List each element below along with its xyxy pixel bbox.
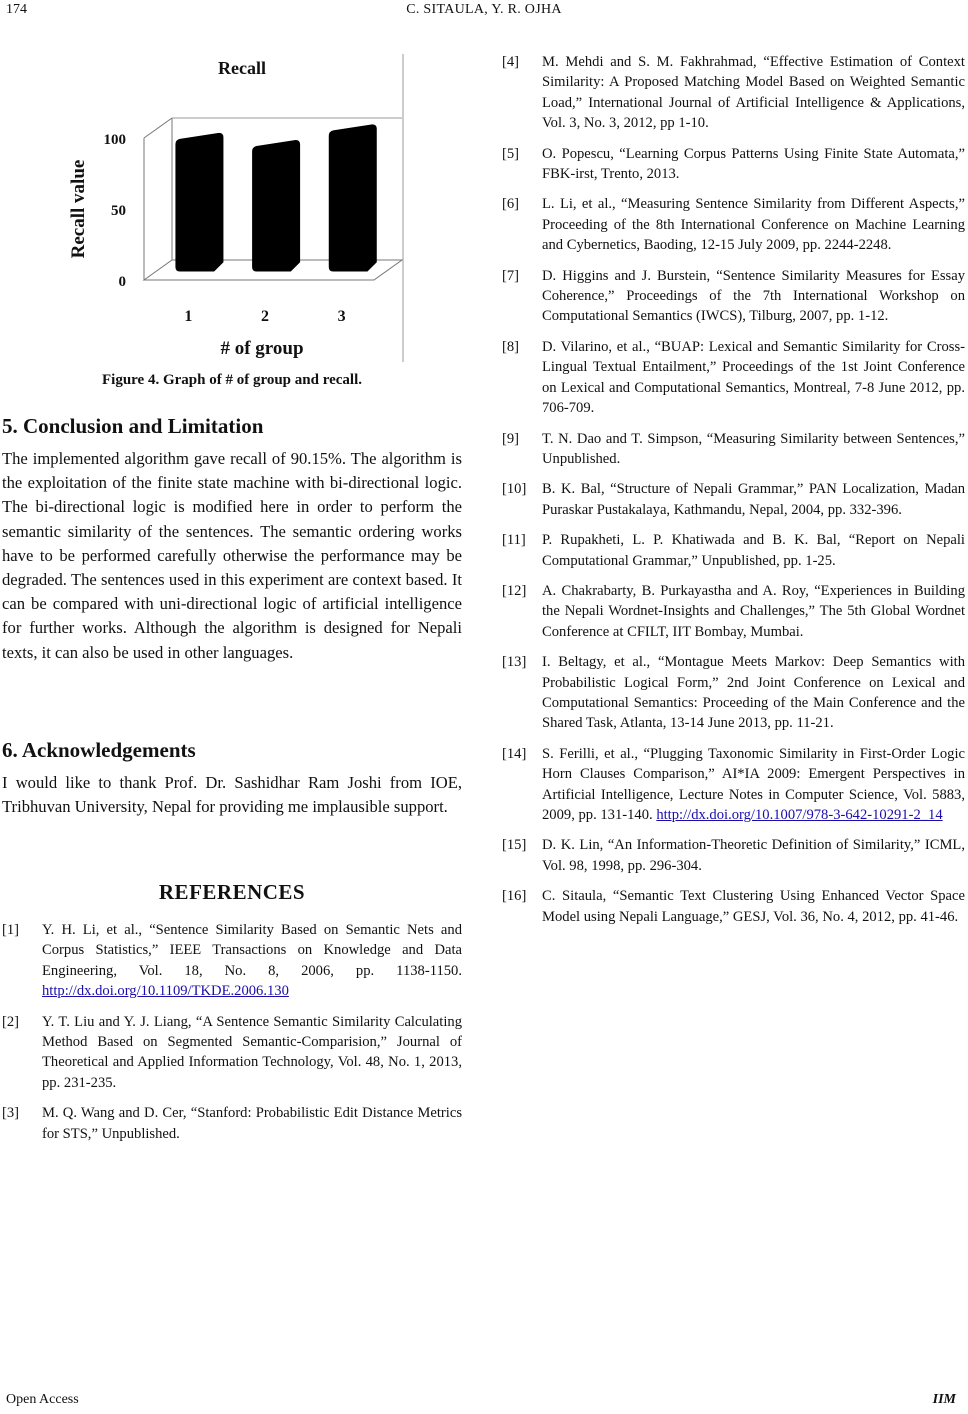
reference-text	[542, 144, 965, 185]
reference-text	[542, 744, 965, 826]
reference-number: [3]	[2, 1105, 20, 1122]
reference-citation: O. Popescu, “Learning Corpus Patterns Using Finite State Automata,” FBK-irst, Trento, 2013.	[542, 145, 965, 183]
reference-text	[542, 652, 965, 734]
reference-citation: D. K. Lin, “An Information-Theoretic Definition of Similarity,” ICML, Vol. 98, 1998, pp. 296-304.	[542, 837, 965, 874]
reference-item	[502, 194, 965, 255]
reference-number: [14]	[502, 745, 527, 762]
reference-item	[502, 886, 965, 927]
reference-text	[42, 1012, 462, 1094]
reference-number: [13]	[502, 654, 527, 671]
footer-journal: IIM	[932, 1392, 956, 1407]
reference-citation: Y. T. Liu and Y. J. Liang, “A Sentence Semantic Similarity Calculating Method Based on Segmented Semantic-Comparision,” Journal of Theoretical and Applied Information Technology, Vol. 48, No. 1, 2013, pp. 231-235.	[42, 1013, 462, 1091]
reference-text	[542, 479, 965, 520]
section-heading: 6. Acknowledgements	[2, 738, 196, 762]
reference-citation: A. Chakrabarty, B. Purkayastha and A. Roy, “Experiences in Building the Nepali Wordnet-Insights and Challenges,” The 5th Global Wordnet Conference at CFILT, IIT Bombay, Mumbai.	[542, 582, 965, 640]
section-conclusion	[2, 414, 462, 665]
bar-1	[176, 133, 223, 271]
reference-number: [15]	[502, 837, 527, 854]
reference-text	[542, 835, 965, 876]
section-body: I would like to thank Prof. Dr. Sashidhar Ram Joshi from IOE, Tribhuvan University, Nepal for providing me implausible support.	[2, 773, 462, 817]
section-body: The implemented algorithm gave recall of 90.15%. The algorithm is the exploitation of the finite state machine with bi-directional logic. The bi-directional logic is modified here in order to perform the semantic similarity of the sentences. The semantic ordering works have to be performed carefully otherwise the performance may be degraded. The sentences used in this experiment are context based. It can be compared with uni-directional logic of artificial intelligence for further works. Although the algorithm is designed for Nepali texts, it can also be used in other languages.	[2, 449, 462, 662]
reference-citation: I. Beltagy, et al., “Montague Meets Markov: Deep Semantics with Probabilistic Logical Form,” 2nd Joint Conference on Lexical and Computational Semantics: Proceeding of the Main Conference and the Shared Task, Atlanta, 13-14 June 2013, pp. 11-21.	[542, 654, 965, 732]
doi-link[interactable]: http://dx.doi.org/10.1109/TKDE.2006.130	[42, 983, 289, 1000]
running-header: C. SITAULA, Y. R. OJHA	[406, 2, 562, 17]
reference-citation: M. Q. Wang and D. Cer, “Stanford: Probabilistic Edit Distance Metrics for STS,” Unpublished.	[42, 1105, 462, 1142]
reference-number: [4]	[502, 54, 520, 70]
reference-item	[502, 744, 965, 826]
reference-item	[2, 920, 462, 1002]
reference-citation: L. Li, et al., “Measuring Sentence Similarity from Different Aspects,” Proceeding of the 8th International Conference on Machine Learning and Cybernetics, Baoding, 12-15 July 2009, pp. 2244-2248.	[542, 196, 965, 254]
y-tick-label: 0	[118, 274, 126, 290]
section-heading: 5. Conclusion and Limitation	[2, 414, 264, 438]
reference-citation: P. Rupakheti, L. P. Khatiwada and B. K. Bal, “Report on Nepali Computational Grammar,” Unpublished, pp. 1-25.	[542, 532, 965, 569]
reference-citation: B. K. Bal, “Structure of Nepali Grammar,” PAN Localization, Madan Puraskar Pustakalaya, Kathmandu, Nepal, 2004, pp. 332-396.	[542, 481, 965, 518]
reference-number: [12]	[502, 582, 527, 599]
reference-number: [2]	[2, 1013, 20, 1030]
reference-number: [1]	[2, 922, 20, 938]
reference-citation: D. Vilarino, et al., “BUAP: Lexical and Semantic Similarity for Cross-Lingual Textual Entailment,” Proceedings of the 1st Joint Conference on Lexical and Computational Semantics, Montreal, 7-8 June 2012, pp. 706-709.	[542, 338, 965, 417]
page-number: 174	[6, 2, 27, 17]
reference-number: [6]	[502, 196, 520, 213]
reference-citation: M. Mehdi and S. M. Fakhrahmad, “Effective Estimation of Context Similarity: A Proposed Matching Model Based on Weighted Semantic Load,” International Journal of Artificial Intelligence & Applications, Vol. 3, No. 3, 2012, pp 1-10.	[542, 54, 965, 132]
reference-list-left	[2, 920, 462, 1154]
y-tick-label: 100	[103, 132, 126, 148]
reference-number: [7]	[502, 267, 520, 284]
reference-text	[42, 1103, 462, 1144]
x-tick-label: 2	[261, 308, 269, 325]
reference-item	[2, 1103, 462, 1144]
reference-item	[502, 337, 965, 419]
reference-text	[542, 194, 965, 255]
bar-3	[329, 125, 376, 271]
reference-item	[502, 479, 965, 520]
bar-2	[253, 140, 300, 271]
reference-item	[502, 144, 965, 185]
reference-text	[542, 429, 965, 470]
figure-caption: Figure 4. Graph of # of group and recall.	[101, 372, 362, 388]
doi-link[interactable]: http://dx.doi.org/10.1007/978-3-642-10291-2_14	[656, 807, 943, 823]
reference-number: [10]	[502, 481, 527, 498]
reference-text	[542, 266, 965, 327]
reference-item	[502, 581, 965, 642]
chart-title: Recall	[218, 58, 266, 78]
x-tick-label: 3	[337, 308, 346, 325]
reference-citation: C. Sitaula, “Semantic Text Clustering Using Enhanced Vector Space Model using Nepali Language,” GESJ, Vol. 36, No. 4, 2012, pp. 41-46.	[542, 888, 965, 925]
recall-chart	[62, 44, 406, 362]
reference-list-right	[502, 52, 965, 937]
section-acknowledgements	[2, 738, 462, 819]
reference-number: [16]	[502, 888, 527, 905]
reference-item	[502, 52, 965, 134]
reference-item	[502, 429, 965, 470]
reference-text	[42, 920, 462, 1002]
reference-citation: Y. H. Li, et al., “Sentence Similarity Based on Semantic Nets and Corpus Statistics,” IEEE Transactions on Knowledge and Data Engineering, Vol. 18, No. 8, 2006, pp. 1138-1150.	[42, 922, 462, 979]
reference-item	[502, 835, 965, 876]
x-tick-label: 1	[184, 308, 193, 325]
reference-text	[542, 52, 965, 134]
reference-item	[2, 1012, 462, 1094]
reference-text	[542, 886, 965, 927]
reference-item	[502, 652, 965, 734]
reference-number: [9]	[502, 430, 520, 447]
references-heading: REFERENCES	[158, 880, 306, 904]
reference-number: [11]	[502, 532, 526, 549]
reference-number: [5]	[502, 145, 520, 162]
reference-item	[502, 266, 965, 327]
reference-citation: T. N. Dao and T. Simpson, “Measuring Similarity between Sentences,” Unpublished.	[542, 430, 965, 467]
recall-chart-svg	[62, 44, 406, 362]
footer-open-access: Open Access	[6, 1392, 79, 1407]
reference-citation: S. Ferilli, et al., “Plugging Taxonomic Similarity in First-Order Logic Horn Clauses Comparison,” AI*IA 2009: Emergent Perspectives in Artificial Intelligence, Lecture Notes in Computer Science, Vol. 5883, 2009, pp. 131-140.	[542, 745, 965, 823]
reference-text	[542, 581, 965, 642]
y-axis-label: Recall value	[68, 159, 89, 259]
reference-citation: D. Higgins and J. Burstein, “Sentence Similarity Measures for Essay Coherence,” Proceedings of the 7th International Workshop on Computational Semantics (IWCS), Tilburg, 2007, pp. 1-12.	[542, 267, 965, 325]
reference-item	[502, 530, 965, 571]
reference-text	[542, 337, 965, 419]
y-tick-label: 50	[111, 203, 126, 219]
reference-number: [8]	[502, 338, 520, 355]
x-axis-label: # of group	[220, 338, 304, 359]
reference-text	[542, 530, 965, 571]
